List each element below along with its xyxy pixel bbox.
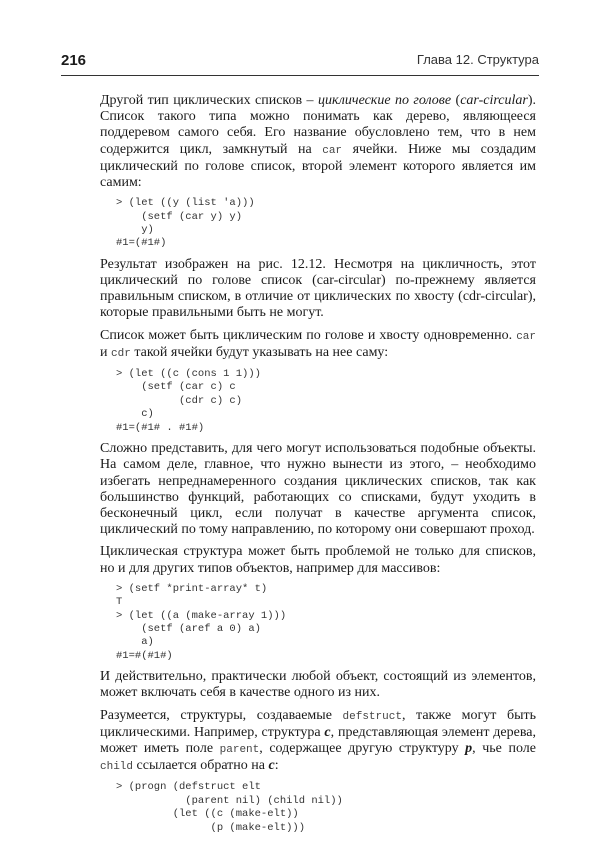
variable-name: p <box>465 740 473 756</box>
variable-name: c <box>324 724 331 740</box>
inline-code: cdr <box>111 347 131 360</box>
paragraph-car-circular <box>100 93 536 191</box>
text-run: Другой тип циклических списков – <box>100 93 318 108</box>
header-rule <box>61 75 539 76</box>
code-line: y) <box>116 224 154 237</box>
text-run: , чье поле <box>472 740 536 756</box>
code-line: (cdr c) c) <box>116 394 243 407</box>
code-line: #1=#(#1#) <box>116 649 173 662</box>
text-run: такой ячейки будут указывать на нее саму: <box>130 344 389 360</box>
text-run: , также могут быть циклическими. Например, структура <box>100 707 536 740</box>
paragraph-arrays: Циклическая структура может быть проблемой не только для списков, но и для других типов объектов, например для массивов: <box>100 544 536 576</box>
text-run: ячейки. Ниже мы создадим циклический по голове список, второй элемент которого является им самим: <box>100 141 536 191</box>
paragraph-usage: Сложно представить, для чего могут использоваться подобные объекты. На самом деле, главное, что нужно вынести из этого, – необходимо избегать непреднамеренного создания циклических списков, так как большинство функций, работающих со списками, будут уходить в бесконечный цикл, если получат в качестве аргумента список, циклический по тому направлению, по которому они совершают проход. <box>100 441 536 538</box>
code-line: a) <box>116 636 154 649</box>
paragraph-any-object: И действительно, практически любой объект, состоящий из элементов, может включать себя в качестве одного из них. <box>100 669 536 701</box>
page-body <box>100 93 536 841</box>
code-line: #1=(#1#) <box>116 237 167 250</box>
code-line: (let ((c (make-elt)) <box>116 808 299 821</box>
text-run: ссылается обратно на <box>133 758 269 774</box>
code-line: > (let ((y (list 'a))) <box>116 197 255 210</box>
text-run: ( <box>451 93 461 108</box>
code-line: (setf (aref a 0) a) <box>116 622 261 635</box>
code-line: > (let ((c (cons 1 1))) <box>116 368 261 381</box>
inline-code: car <box>322 144 343 157</box>
emphasis-term: car-circular <box>460 93 528 108</box>
variable-name: c <box>268 758 275 774</box>
code-line: > (setf *print-array* t) <box>116 582 268 595</box>
code-line: (setf (car y) y) <box>116 210 243 223</box>
page-header <box>61 52 539 74</box>
code-block-2 <box>100 368 536 435</box>
text-run: ). Список такого типа можно понимать как дерево, являющееся поддеревом самого себя. Его название обусловлено тем, что в нем содержится цикл, замкнутый на <box>100 93 536 157</box>
page-number: 216 <box>61 52 87 69</box>
code-line: #1=(#1# . #1#) <box>116 421 205 434</box>
text-run: Список может быть циклическим по голове и хвосту одновременно. <box>100 327 517 343</box>
code-block-3 <box>100 583 536 663</box>
paragraph-result: Результат изображен на рис. 12.12. Несмотря на цикличность, этот циклический по голове список (car-circular) по-прежнему является правильным списком, в отличие от циклических по хвосту (cdr-circular), которые правильными быть не могут. <box>100 256 536 321</box>
paragraph-both-circular <box>100 328 536 362</box>
code-block-1 <box>100 197 536 251</box>
inline-code: child <box>100 761 134 774</box>
code-line: c) <box>116 408 154 421</box>
text-run: Разумеется, структуры, создаваемые <box>100 707 343 723</box>
inline-code: car <box>516 330 536 343</box>
code-line: > (progn (defstruct elt <box>116 781 261 794</box>
emphasis-term: циклические по голове <box>317 93 452 108</box>
code-line: T <box>116 596 123 609</box>
code-line: (parent nil) (child nil)) <box>116 794 343 807</box>
code-block-4 <box>100 781 536 835</box>
code-line: (p (make-elt))) <box>116 821 306 834</box>
inline-code: parent <box>219 743 260 756</box>
inline-code: defstruct <box>342 710 402 723</box>
code-line: > (let ((a (make-array 1))) <box>116 609 287 622</box>
paragraph-structures <box>100 708 536 776</box>
text-run: и <box>100 344 111 360</box>
chapter-title: Глава 12. Структура <box>416 52 539 67</box>
code-line: (setf (car c) c <box>116 381 236 394</box>
text-run: , представляющая элемент дерева, может иметь поле <box>100 724 536 756</box>
text-run: , содержащее другую структуру <box>259 740 466 756</box>
text-run: : <box>274 758 279 774</box>
